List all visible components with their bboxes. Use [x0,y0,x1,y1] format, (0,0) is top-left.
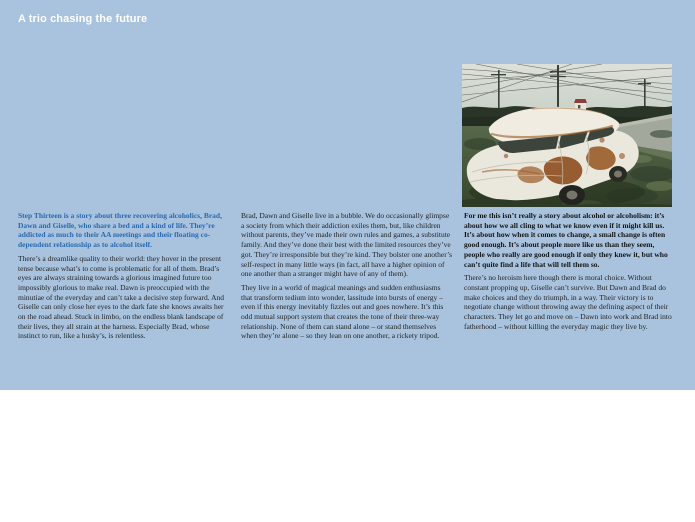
paragraph-body: They live in a world of magical meanings and sudden enthusiasms that transform tedium into wonder, lassitude into bursts of energy – even if this energy inevitably fizzles out and goes nowhere. It’s this odd mutual support system that creates the tone of their three-way relationship. None of them can stand alone – or stand themselves when they’re alone – so they lean on one another, a rickety tripod. [241,282,444,341]
text-columns [18,211,677,345]
page-title: A trio chasing the future [18,13,148,25]
paragraph-body: There’s no heroism here though there is moral choice. Without constant propping up, Giselle can’t survive. But Dawn and Brad do make choices and they do triumph, in a way. Their victory is to negotiate change without throwing away the defining aspect of their characters. They let go and move on – Dawn into work and Brad into fatherhood – without killing the everyday magic they live by. [464,273,672,331]
paragraph-intro: Step Thirteen is a story about three recovering alcoholics, Brad, Dawn and Giselle, who share a bed and a kind of life. They’re addicted as much to their AA meetings and their floating co-dependent relationship as to alcohol itself. [18,211,222,250]
paragraph-body: There’s a dreamlike quality to their world: they hover in the present tense because what’s to come is problematic for all of them. Brad’s eyes are always straining towards a glorious imagined future too impossibly glorious to make real. Dawn is preoccupied with the minutiae of the everyday and can’t take a decisive step forward. And Giselle can only close her eyes to the dark fate she knows awaits her on the road ahead. Stuck in limbo, on the endless blank landscape of their lives, they all strain at the harness. Especially Brad, whose instinct to run, like a husky’s, is relentless. [18,253,225,341]
column-3 [464,211,676,345]
paragraph-lead: For me this isn’t really a story about alcohol or alcoholism: it’s about how we all cling to what we know even if it might kill us. It’s about how when it comes to change, a small change is often good enough. It’s about people more like us than they seem, people who really are good enough if only they knew it, but who can’t quite find a life that will tell them so. [464,211,668,269]
paragraph-body: Brad, Dawn and Giselle live in a bubble. We do occasionally glimpse a society from which their addiction exiles them, but, like children without parents, they’ve made their own rules and games, a substitute family. And they’ve done their best with the limited resources they’ve got. They’re irresponsible but they’re kind. They bolster one another’s self-respect in many little ways (in fact, all have a higher opinion of one another than a stranger might have of any of them). [241,211,452,279]
photo-rusty-car [462,64,672,207]
rusty-car-illustration [462,64,672,207]
column-2 [241,211,453,345]
column-1 [18,211,230,345]
